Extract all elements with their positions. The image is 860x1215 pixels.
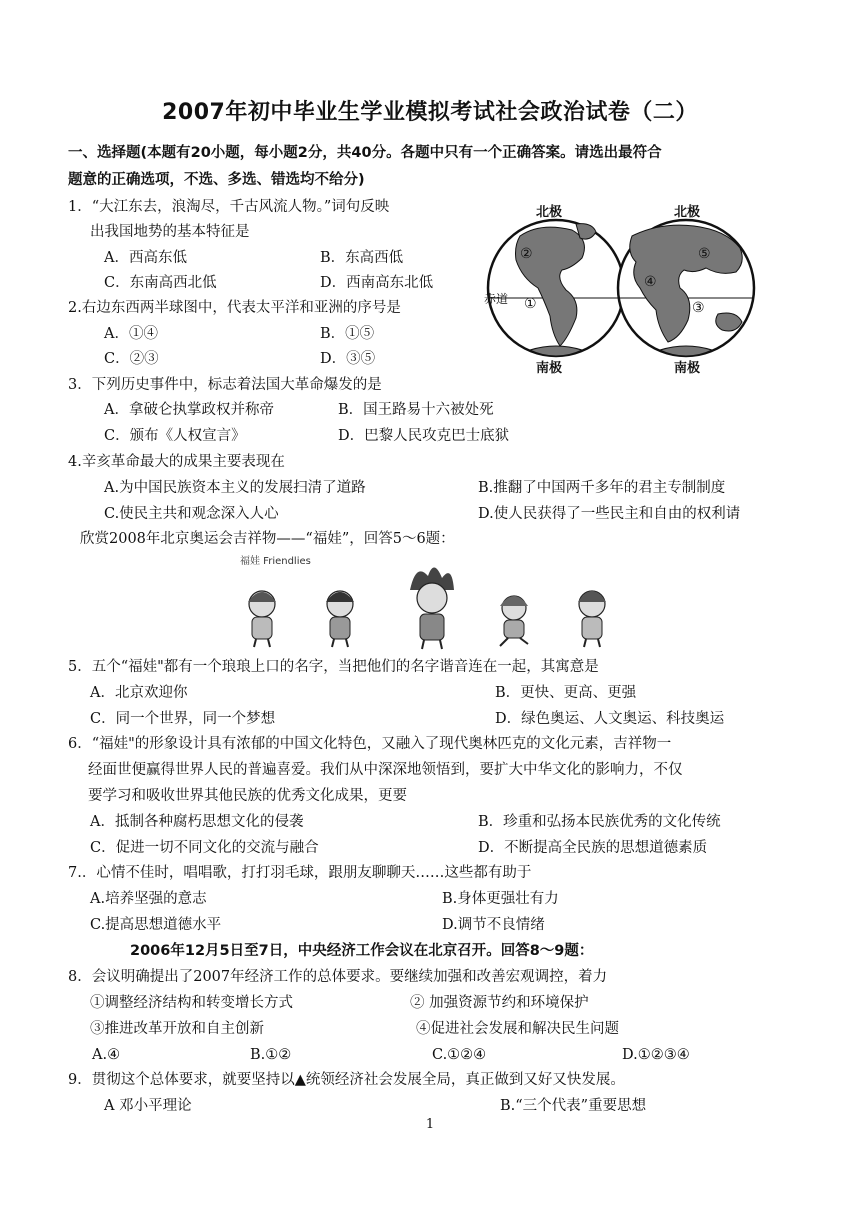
q2-stem: 2.右边东西两半球图中，代表太平洋和亚洲的序号是 <box>68 300 401 316</box>
q8-stem: 8．会议明确提出了2007年经济工作的总体要求。要继续加强和改善宏观调控，着力 <box>68 969 608 985</box>
q4-stem: 4.辛亥革命最大的成果主要表现在 <box>68 454 285 470</box>
q4-option-b: B.推翻了中国两千多年的君主专制制度 <box>478 480 726 496</box>
q4-option-a: A.为中国民族资本主义的发展扫清了道路 <box>104 480 366 496</box>
q6-option-c: C．促进一切不同文化的交流与融合 <box>90 840 319 856</box>
q8-item-1: ①调整经济结构和转变增长方式 <box>90 995 293 1011</box>
map-label-north-right: 北极 <box>674 205 701 220</box>
q8-item-2: ② 加强资源节约和环境保护 <box>410 995 589 1011</box>
q1-stem-line2: 出我国地势的基本特征是 <box>90 224 250 240</box>
q1-option-a: A．西高东低 <box>104 250 187 266</box>
section-heading-line1: 一、选择题(本题有20小题，每小题2分，共40分。各题中只有一个正确答案。请选出最符合 <box>68 145 662 161</box>
q5-stem: 5．五个“福娃"都有一个琅琅上口的名字，当把他们的名字谐音连在一起，其寓意是 <box>68 659 599 675</box>
q8-option-d: D.①②③④ <box>622 1047 690 1063</box>
q7-option-c: C.提高思想道德水平 <box>90 917 222 933</box>
q5-option-a: A．北京欢迎你 <box>90 685 188 701</box>
q4-option-c: C.使民主共和观念深入人心 <box>104 506 279 522</box>
q1-option-d: D．西南高东北低 <box>320 275 434 291</box>
q7-option-b: B.身体更强壮有力 <box>442 891 559 907</box>
hemisphere-map <box>480 196 780 376</box>
q5-option-c: C．同一个世界，同一个梦想 <box>90 711 276 727</box>
mascot-caption: 福娃 Friendlies <box>240 556 311 567</box>
q5-option-d: D．绿色奥运、人文奥运、科技奥运 <box>495 711 725 727</box>
q2-option-a: A．①④ <box>104 326 158 342</box>
map-number-5: ⑤ <box>698 246 711 262</box>
q9-option-b: B.“三个代表”重要思想 <box>500 1098 647 1114</box>
q1-stem-line1: 1．“大江东去，浪淘尽，千古风流人物。”词句反映 <box>68 199 390 215</box>
page-number: 1 <box>425 1117 435 1132</box>
mascot-nini <box>578 591 606 647</box>
q3-option-b: B．国王路易十六被处死 <box>338 402 494 418</box>
map-label-south-left: 南极 <box>536 361 563 376</box>
map-number-2: ② <box>520 246 533 262</box>
mascot-jingjing <box>326 591 354 647</box>
q6-option-b: B．珍重和弘扬本民族优秀的文化传统 <box>478 814 721 830</box>
q7-stem: 7.．心情不佳时，唱唱歌，打打羽毛球，跟朋友聊聊天……这些都有助于 <box>68 865 532 881</box>
q6-stem-line2: 经面世便赢得世界人民的普遍喜爱。我们从中深深地领悟到，要扩大中华文化的影响力，不仅 <box>88 762 683 778</box>
q6-option-a: A．抵制各种腐朽思想文化的侵袭 <box>90 814 304 830</box>
map-label-north-left: 北极 <box>536 205 563 220</box>
intro-5-6: 欣赏2008年北京奥运会吉祥物——“福娃”，回答5～6题： <box>80 531 455 547</box>
q8-option-b: B.①② <box>250 1047 292 1063</box>
q5-option-b: B．更快、更高、更强 <box>495 685 637 701</box>
q1-option-b: B．东高西低 <box>320 250 404 266</box>
q2-option-d: D．③⑤ <box>320 351 376 367</box>
q8-item-4: ④促进社会发展和解决民生问题 <box>416 1021 619 1037</box>
q3-option-d: D．巴黎人民攻克巴士底狱 <box>338 428 510 444</box>
map-number-1: ① <box>524 296 537 312</box>
map-number-4: ④ <box>644 274 657 290</box>
mascot-beibei <box>248 591 276 647</box>
q8-option-a: A.④ <box>92 1047 121 1063</box>
q8-item-3: ③推进改革开放和自主创新 <box>90 1021 264 1037</box>
q7-option-a: A.培养坚强的意志 <box>90 891 207 907</box>
mascot-huanhuan <box>410 567 454 649</box>
q1-option-c: C．东南高西北低 <box>104 275 217 291</box>
section-heading-line2: 题意的正确选项，不选、多选、错选均不给分) <box>68 172 365 188</box>
intro-8-9: 2006年12月5日至7日，中央经济工作会议在北京召开。回答8～9题： <box>130 943 594 959</box>
q3-stem: 3．下列历史事件中，标志着法国大革命爆发的是 <box>68 377 382 393</box>
map-label-south-right: 南极 <box>674 361 701 376</box>
q9-option-a: A 邓小平理论 <box>104 1098 192 1114</box>
q9-stem: 9．贯彻这个总体要求，就要坚持以▲统领经济社会发展全局，真正做到又好又快发展。 <box>68 1072 625 1088</box>
exam-title: 2007年初中毕业生学业模拟考试社会政治试卷（二） <box>162 100 698 125</box>
q2-option-c: C．②③ <box>104 351 159 367</box>
q4-option-d: D.使人民获得了一些民主和自由的权利请 <box>478 506 741 522</box>
q8-option-c: C.①②④ <box>432 1047 487 1063</box>
q3-option-c: C．颁布《人权宣言》 <box>104 428 246 444</box>
q6-option-d: D．不断提高全民族的思想道德素质 <box>478 840 708 856</box>
map-number-3: ③ <box>692 300 705 316</box>
q6-stem-line1: 6．“福娃"的形象设计具有浓郁的中国文化特色，又融入了现代奥林匹克的文化元素，吉祥物一 <box>68 736 672 752</box>
map-label-equator: 赤道 <box>484 292 509 306</box>
fuwa-mascots-illustration <box>232 552 632 652</box>
q2-option-b: B．①⑤ <box>320 326 375 342</box>
q7-option-d: D.调节不良情绪 <box>442 917 545 933</box>
mascot-yingying <box>500 596 528 646</box>
q3-option-a: A．拿破仑执掌政权并称帝 <box>104 402 274 418</box>
q6-stem-line3: 要学习和吸收世界其他民族的优秀文化成果，更要 <box>88 788 407 804</box>
